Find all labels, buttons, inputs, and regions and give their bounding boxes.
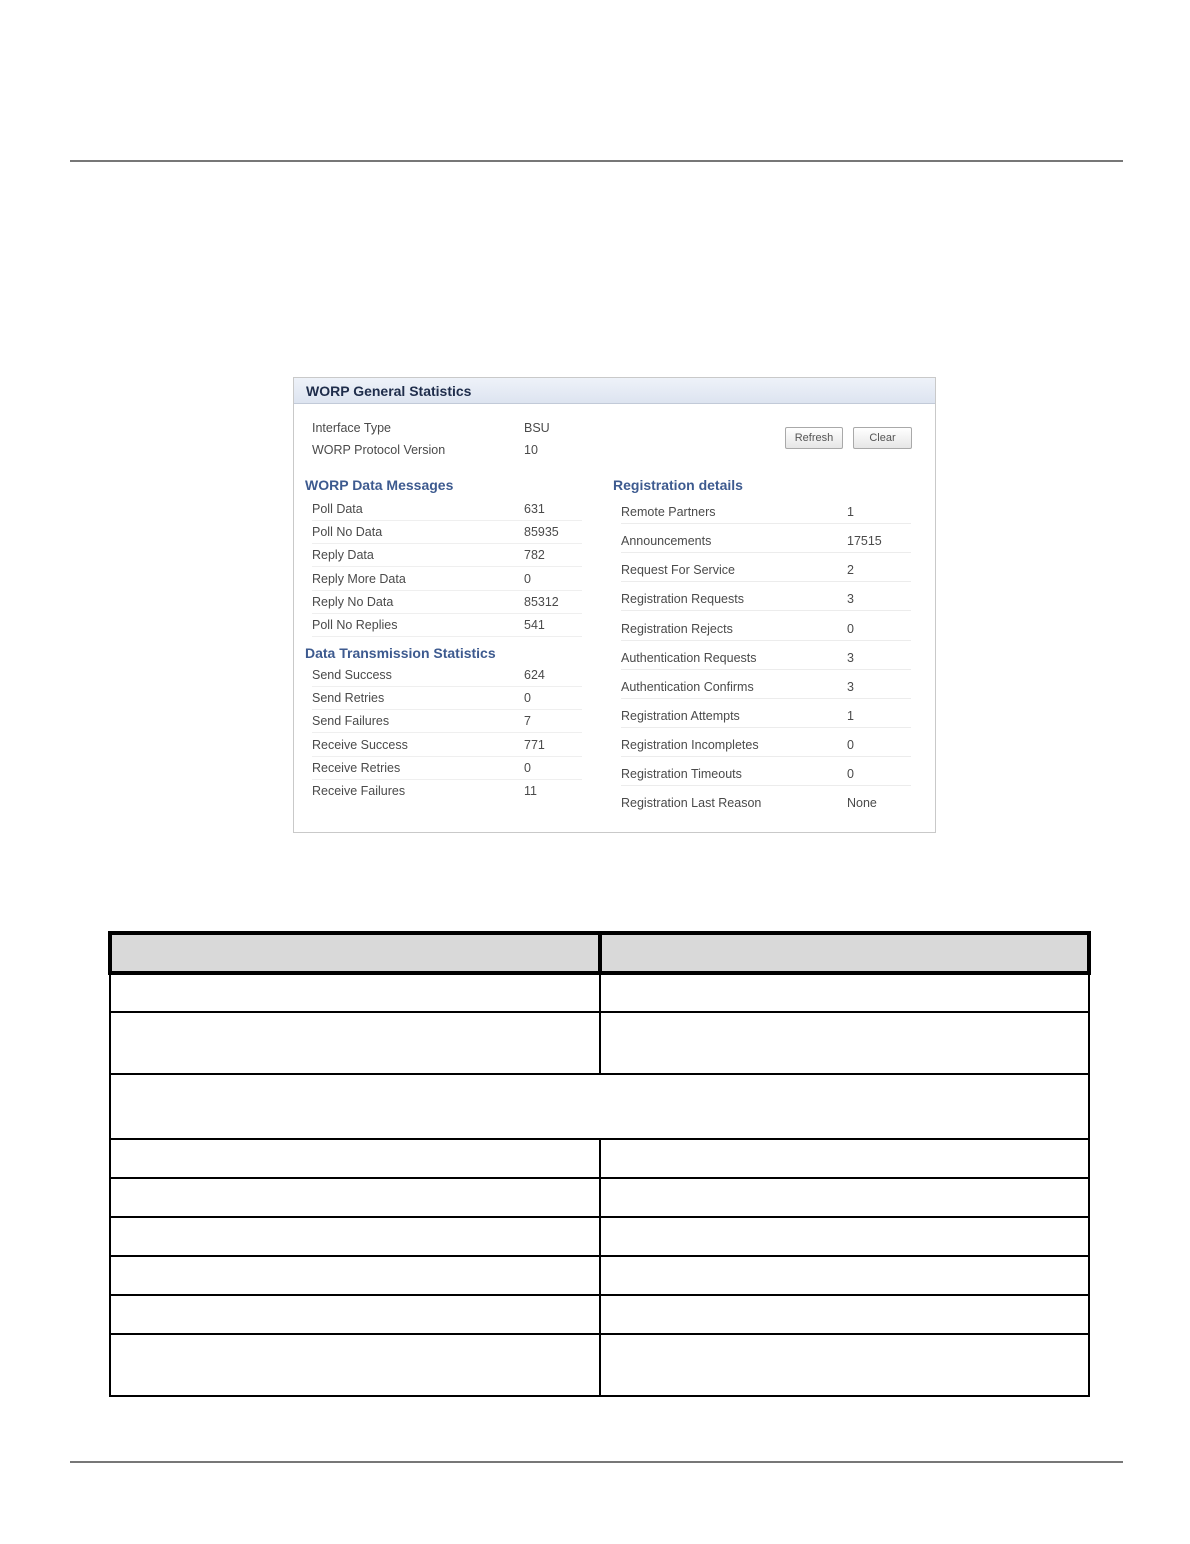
worp-general-statistics-panel xyxy=(293,377,936,833)
section-title-data-messages: WORP Data Messages xyxy=(305,477,454,493)
row-value: BSU xyxy=(524,421,550,435)
table-row xyxy=(110,1334,1089,1396)
row-label: WORP Protocol Version xyxy=(312,443,446,457)
general-row-protocol-version xyxy=(312,439,582,461)
registration-row xyxy=(621,792,911,814)
row-value: 11 xyxy=(524,784,537,798)
table-header-cell xyxy=(110,933,600,973)
row-value: 2 xyxy=(847,563,854,577)
row-value: None xyxy=(847,796,877,810)
row-value: 0 xyxy=(847,767,854,781)
table-cell xyxy=(110,1178,600,1217)
general-row-interface-type xyxy=(312,417,582,439)
registration-row xyxy=(621,705,911,728)
registration-row xyxy=(621,559,911,582)
transmission-row xyxy=(312,664,582,687)
row-label: Remote Partners xyxy=(621,505,716,519)
row-label: Poll Data xyxy=(312,502,363,516)
row-label: Authentication Confirms xyxy=(621,680,754,694)
row-label: Send Failures xyxy=(312,714,390,728)
table-cell xyxy=(110,1334,600,1396)
data-messages-row xyxy=(312,591,582,614)
row-value: 85935 xyxy=(524,525,559,539)
row-label: Authentication Requests xyxy=(621,651,757,665)
data-messages-row xyxy=(312,498,582,521)
row-label: Poll No Replies xyxy=(312,618,398,632)
registration-row xyxy=(621,588,911,611)
table-cell xyxy=(600,1012,1090,1074)
table-cell xyxy=(110,973,600,1012)
data-messages-row xyxy=(312,568,582,591)
row-value: 3 xyxy=(847,651,854,665)
table-cell xyxy=(110,1295,600,1334)
row-value: 624 xyxy=(524,668,545,682)
table-row xyxy=(110,1178,1089,1217)
panel-title: WORP General Statistics xyxy=(294,378,935,404)
row-label: Registration Incompletes xyxy=(621,738,759,752)
row-value: 7 xyxy=(524,714,531,728)
registration-row xyxy=(621,618,911,641)
data-messages-row xyxy=(312,544,582,567)
table-row xyxy=(110,973,1089,1012)
refresh-button[interactable]: Refresh xyxy=(785,427,843,449)
row-label: Registration Last Reason xyxy=(621,796,762,810)
table-header-row xyxy=(110,933,1089,973)
table-cell xyxy=(110,1217,600,1256)
table-row xyxy=(110,1217,1089,1256)
row-label: Receive Failures xyxy=(312,784,406,798)
section-title-registration: Registration details xyxy=(613,477,743,493)
table-row xyxy=(110,1295,1089,1334)
row-value: 3 xyxy=(847,592,854,606)
table-cell xyxy=(600,1217,1090,1256)
row-value: 0 xyxy=(524,572,531,586)
transmission-row xyxy=(312,780,582,802)
row-value: 0 xyxy=(524,691,531,705)
row-value: 85312 xyxy=(524,595,559,609)
data-messages-row xyxy=(312,614,582,637)
row-label: Registration Attempts xyxy=(621,709,740,723)
registration-row xyxy=(621,676,911,699)
transmission-row xyxy=(312,687,582,710)
table-row xyxy=(110,1139,1089,1178)
row-label: Request For Service xyxy=(621,563,735,577)
registration-row xyxy=(621,647,911,670)
registration-row xyxy=(621,763,911,786)
row-label: Reply Data xyxy=(312,548,374,562)
row-value: 1 xyxy=(847,505,854,519)
top-rule xyxy=(70,160,1123,162)
row-label: Registration Rejects xyxy=(621,622,733,636)
row-label: Registration Timeouts xyxy=(621,767,742,781)
table-cell xyxy=(600,973,1090,1012)
row-label: Receive Retries xyxy=(312,761,401,775)
registration-row xyxy=(621,734,911,757)
row-value: 1 xyxy=(847,709,854,723)
row-value: 0 xyxy=(847,738,854,752)
row-label: Poll No Data xyxy=(312,525,383,539)
table-cell xyxy=(110,1139,600,1178)
row-value: 0 xyxy=(524,761,531,775)
clear-button[interactable]: Clear xyxy=(853,427,912,449)
transmission-row xyxy=(312,734,582,757)
table-cell xyxy=(600,1178,1090,1217)
row-value: 541 xyxy=(524,618,545,632)
table-cell xyxy=(600,1334,1090,1396)
row-label: Interface Type xyxy=(312,421,391,435)
row-label: Announcements xyxy=(621,534,712,548)
row-value: 631 xyxy=(524,502,545,516)
table-row xyxy=(110,1256,1089,1295)
row-value: 3 xyxy=(847,680,854,694)
bottom-rule xyxy=(70,1461,1123,1463)
transmission-row xyxy=(312,710,582,733)
row-label: Reply More Data xyxy=(312,572,406,586)
parameter-description-table xyxy=(108,931,1091,1397)
row-label: Send Retries xyxy=(312,691,385,705)
table-cell xyxy=(600,1295,1090,1334)
table-cell xyxy=(110,1256,600,1295)
data-messages-row xyxy=(312,521,582,544)
row-value: 782 xyxy=(524,548,545,562)
row-value: 10 xyxy=(524,443,538,457)
table-row-merged xyxy=(110,1074,1089,1139)
row-label: Send Success xyxy=(312,668,392,682)
row-label: Registration Requests xyxy=(621,592,744,606)
registration-row xyxy=(621,530,911,553)
row-label: Receive Success xyxy=(312,738,408,752)
table-cell xyxy=(110,1012,600,1074)
registration-row xyxy=(621,501,911,524)
table-row xyxy=(110,1012,1089,1074)
table-header-cell xyxy=(600,933,1090,973)
table-cell xyxy=(600,1256,1090,1295)
row-value: 17515 xyxy=(847,534,882,548)
table-cell xyxy=(600,1139,1090,1178)
section-title-transmission: Data Transmission Statistics xyxy=(305,645,496,661)
row-label: Reply No Data xyxy=(312,595,394,609)
row-value: 0 xyxy=(847,622,854,636)
transmission-row xyxy=(312,757,582,780)
row-value: 771 xyxy=(524,738,545,752)
table-cell xyxy=(110,1074,1089,1139)
